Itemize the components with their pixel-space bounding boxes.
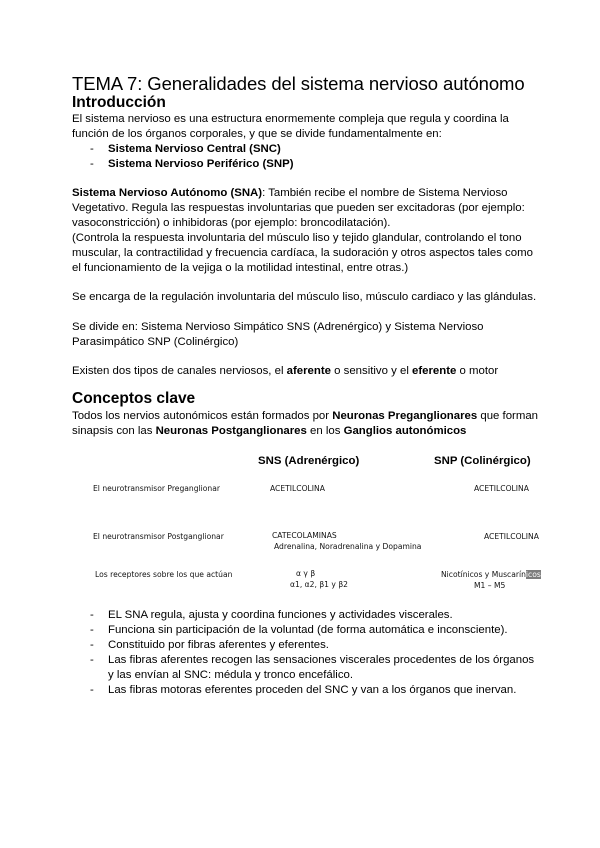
row-label-receptores: Los receptores sobre los que actúan bbox=[95, 570, 233, 579]
canales-eferente: eferente bbox=[412, 365, 457, 377]
neuronas-preganglionares: Neuronas Preganglionares bbox=[332, 410, 478, 422]
row-sns-receptores-sub: α1, α2, β1 y β2 bbox=[290, 580, 349, 589]
bullet-item: Las fibras motoras eferentes proceden del SNC y van a los órganos que inervan. bbox=[108, 684, 517, 696]
ganglios-autonomicos: Ganglios autonómicos bbox=[343, 425, 467, 437]
list-item-snp: Sistema Nervioso Periférico (SNP) bbox=[108, 158, 294, 170]
table-header-sns: SNS (Adrenérgico) bbox=[258, 455, 360, 467]
conceptos-text-3: sinapsis con las bbox=[72, 425, 156, 437]
list-item-snc: Sistema Nervioso Central (SNC) bbox=[108, 143, 281, 155]
neuronas-postganglionares: Neuronas Postganglionares bbox=[155, 425, 307, 437]
bullet-dash: - bbox=[90, 654, 94, 666]
bullet-dash: - bbox=[90, 609, 94, 621]
row-sns-preganglionar: ACETILCOLINA bbox=[270, 484, 325, 493]
conceptos-text-1: Todos los nervios autonómicos están formados por bbox=[72, 410, 333, 422]
row-label-postganglionar: El neurotransmisor Postganglionar bbox=[93, 532, 224, 541]
row-snp-receptores bbox=[441, 570, 541, 580]
canales-text-3: o motor bbox=[456, 365, 499, 377]
divide-line-1: Se divide en: Sistema Nervioso Simpático SNS (Adrenérgico) y Sistema Nervioso bbox=[72, 321, 484, 333]
row-sns-postganglionar-sub: Adrenalina, Noradrenalina y Dopamina bbox=[274, 542, 422, 551]
sna-line-2: Vegetativo. Regula las respuestas involuntarias que pueden ser excitadoras (por ejemplo: bbox=[72, 202, 525, 214]
conceptos-heading: Conceptos clave bbox=[72, 390, 196, 407]
list-dash: - bbox=[90, 158, 94, 170]
bullet-item: EL SNA regula, ajusta y coordina funciones y actividades viscerales. bbox=[108, 609, 453, 621]
highlighted-text: icos bbox=[525, 570, 541, 579]
row-sns-receptores: α γ β bbox=[296, 569, 316, 578]
row-snp-receptores-text: Nicotínicos y Muscarín bbox=[441, 570, 526, 579]
canales-text-2: o sensitivo y el bbox=[330, 365, 413, 377]
canales-aferente: aferente bbox=[286, 365, 331, 377]
sna-line-3: vasoconstricción) o inhibidoras (por ejemplo: broncodilatación). bbox=[72, 217, 391, 229]
row-snp-postganglionar: ACETILCOLINA bbox=[484, 532, 539, 541]
row-snp-receptores-sub: M1 – M5 bbox=[474, 581, 506, 590]
regulation-paragraph: Se encarga de la regulación involuntaria del músculo liso, músculo cardiaco y las glándulas. bbox=[72, 291, 537, 303]
table-header-snp: SNP (Colinérgico) bbox=[434, 455, 531, 467]
row-label-preganglionar: El neurotransmisor Preganglionar bbox=[93, 484, 221, 493]
sna-term: Sistema Nervioso Autónomo (SNA) bbox=[72, 187, 263, 199]
list-dash: - bbox=[90, 143, 94, 155]
conceptos-line-2 bbox=[72, 424, 466, 440]
bullet-item: Funciona sin participación de la voluntad (de forma automática e inconsciente). bbox=[108, 624, 508, 636]
bullet-dash: - bbox=[90, 639, 94, 651]
bullet-item: Las fibras aferentes recogen las sensaciones viscerales procedentes de los órganos bbox=[108, 654, 535, 666]
sna-paragraph-line-1 bbox=[72, 186, 508, 202]
row-snp-preganglionar: ACETILCOLINA bbox=[474, 484, 529, 493]
canales-paragraph bbox=[72, 364, 498, 380]
sna-line-5: muscular, la contractilidad y frecuencia cardíaca, la sudoración y otros aspectos tales como bbox=[72, 247, 533, 259]
canales-text-1: Existen dos tipos de canales nerviosos, el bbox=[72, 365, 287, 377]
bullet-item: Constituido por fibras aferentes y eferentes. bbox=[108, 639, 329, 651]
sna-line-6: el funcionamiento de la vejiga o la motilidad intestinal, entre otras.) bbox=[72, 262, 409, 274]
conceptos-text-2: que forman bbox=[477, 410, 538, 422]
bullet-dash: - bbox=[90, 684, 94, 696]
conceptos-line-1 bbox=[72, 409, 538, 425]
intro-heading: Introducción bbox=[72, 94, 166, 111]
bullet-dash: - bbox=[90, 624, 94, 636]
divide-line-2: Parasimpático SNP (Colinérgico) bbox=[72, 336, 239, 348]
intro-line-1: El sistema nervioso es una estructura enormemente compleja que regula y coordina la bbox=[72, 113, 509, 125]
sna-line-4: (Controla la respuesta involuntaria del músculo liso y tejido glandular, controlando el tono bbox=[72, 232, 522, 244]
page-title: TEMA 7: Generalidades del sistema nervioso autónomo bbox=[72, 73, 525, 94]
intro-line-2: función de los órganos corporales, y que se divide fundamentalmente en: bbox=[72, 128, 442, 140]
sna-first-rest: : También recibe el nombre de Sistema Nervioso bbox=[262, 187, 508, 199]
bullet-item-continuation: y las envían al SNC: médula y tronco encefálico. bbox=[108, 669, 354, 681]
conceptos-text-4: en los bbox=[306, 425, 344, 437]
row-sns-postganglionar: CATECOLAMINAS bbox=[272, 531, 337, 540]
